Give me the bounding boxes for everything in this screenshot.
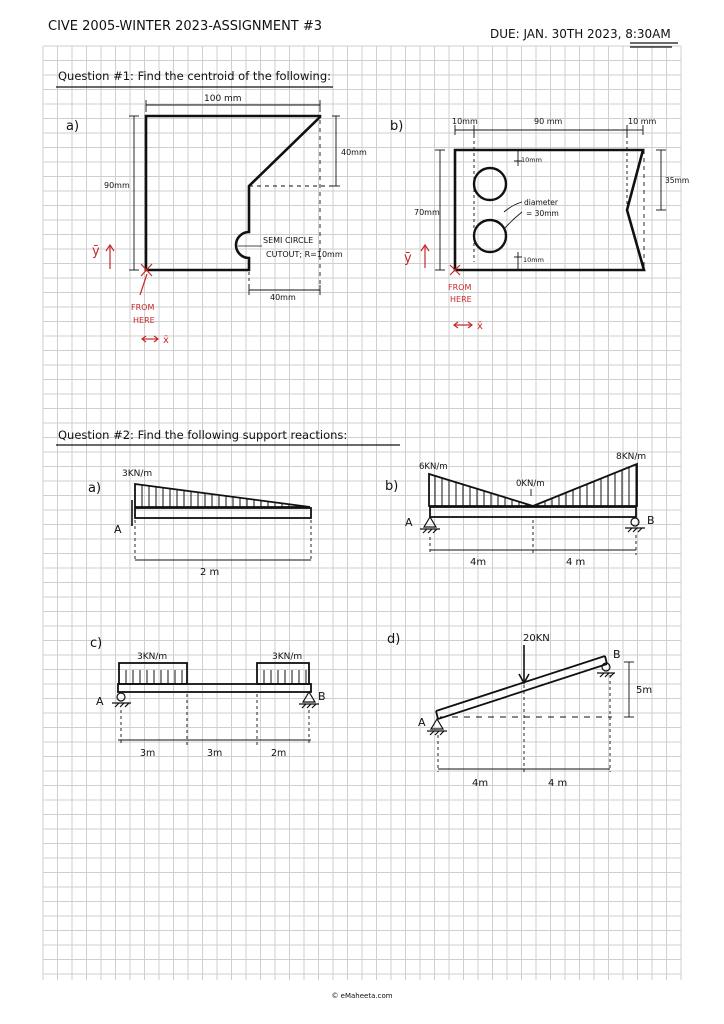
q1b-dim-top: 90 mm: [534, 117, 563, 126]
q1b-label: b): [390, 119, 404, 134]
q1a-dim-right: 40mm: [341, 148, 367, 157]
q2d-load: 20KN: [523, 633, 550, 644]
q1b-hole-bottom: [474, 220, 506, 252]
q1a-dim-left: 90mm: [104, 181, 130, 190]
q2c-label: c): [90, 636, 103, 651]
q2b-beam: [430, 507, 636, 517]
q1b-from-line1: FROM: [448, 283, 472, 292]
q2d-rise: 5m: [636, 685, 653, 696]
q2b-load-left: 6KN/m: [419, 462, 448, 472]
q1b-xbar: x̄: [477, 321, 483, 332]
q2c-load-hatch: [126, 670, 306, 684]
q2b-label-b: B: [647, 514, 655, 527]
question-1-heading: Question #1: Find the centroid of the following:: [58, 69, 332, 83]
assignment-title: CIVE 2005-WINTER 2023-ASSIGNMENT #3: [48, 19, 323, 34]
footer-watermark: © eMaheeta.com: [331, 992, 393, 1000]
q1b-dim-hole-bottom: 10mm: [523, 256, 544, 264]
q1a-dim-bottom: 40mm: [270, 293, 296, 302]
q1a-dim-width: 100 mm: [204, 94, 242, 104]
q1b-ybar: ȳ: [404, 251, 412, 266]
q1b-diameter-line2: = 30mm: [526, 209, 559, 218]
q2a-span: 2 m: [200, 567, 220, 578]
q2c-dimension-lines: [118, 694, 311, 745]
q2b-load-right-triangle: [533, 464, 637, 506]
q2c-beam: [118, 684, 311, 692]
q1a-ybar: ȳ: [92, 244, 100, 259]
q2d-span-right: 4 m: [548, 778, 568, 789]
q2d-span-left: 4m: [472, 778, 489, 789]
q1a-shape: [146, 116, 320, 270]
q2a-support-a: A: [114, 523, 122, 536]
q1a-note-line1: SEMI CIRCLE: [263, 236, 314, 245]
q1a-red-marks: [106, 245, 158, 342]
due-date: DUE: JAN. 30TH 2023, 8:30AM: [490, 27, 671, 41]
q2c-span3: 2m: [271, 748, 287, 759]
q2b-load-right: 8KN/m: [616, 452, 647, 462]
q1a-xbar: x̄: [163, 335, 169, 346]
q2c-load-left-block: [119, 663, 187, 684]
q2c-support-a: [112, 693, 131, 707]
q2a-load: 3KN/m: [122, 469, 153, 479]
q2b-label: b): [385, 479, 399, 494]
q2d-label-a: A: [418, 716, 426, 729]
q2a-label: a): [88, 481, 102, 496]
q2c-load-right-block: [257, 663, 309, 684]
q1b-dim-height: 70mm: [414, 208, 440, 217]
q2d-label-b: B: [613, 648, 621, 661]
q2c-support-b: [299, 692, 319, 708]
q2c-span1: 3m: [140, 748, 156, 759]
q1a-note-line2: CUTOUT; R=10mm: [266, 250, 343, 259]
q1b-from-line2: HERE: [450, 295, 472, 304]
q1a-label: a): [66, 119, 80, 134]
q2b-span-left: 4m: [470, 557, 487, 568]
q2b-load-mid: 0KN/m: [516, 479, 545, 489]
q2c-load-left: 3KN/m: [137, 652, 168, 662]
q2c-load-right: 3KN/m: [272, 652, 303, 662]
q1b-dim-right-top: 10 mm: [628, 117, 657, 126]
q1a-from-line2: HERE: [133, 316, 155, 325]
q2a-dimension-lines: [135, 520, 311, 562]
q2b-label-a: A: [405, 516, 413, 529]
q2d-label: d): [387, 632, 401, 647]
q1b-dim-right: 35mm: [665, 176, 690, 185]
q2b-dimension-lines: [430, 520, 636, 555]
q1b-diameter-line1: diameter: [524, 198, 558, 207]
q2c-label-b: B: [318, 690, 326, 703]
graph-paper-grid: [43, 46, 681, 980]
q1a-from-line1: FROM: [131, 303, 155, 312]
q2c-label-a: A: [96, 695, 104, 708]
q1b-dim-hole-top: 10mm: [521, 156, 542, 164]
q2b-span-right: 4 m: [566, 557, 586, 568]
q1b-hole-top: [474, 168, 506, 200]
q2d-point-load-arrow: [519, 645, 529, 683]
question-2-heading: Question #2: Find the following support reactions:: [58, 428, 348, 442]
q2c-span2: 3m: [207, 748, 223, 759]
q1b-dim-left-top: 10mm: [452, 117, 478, 126]
